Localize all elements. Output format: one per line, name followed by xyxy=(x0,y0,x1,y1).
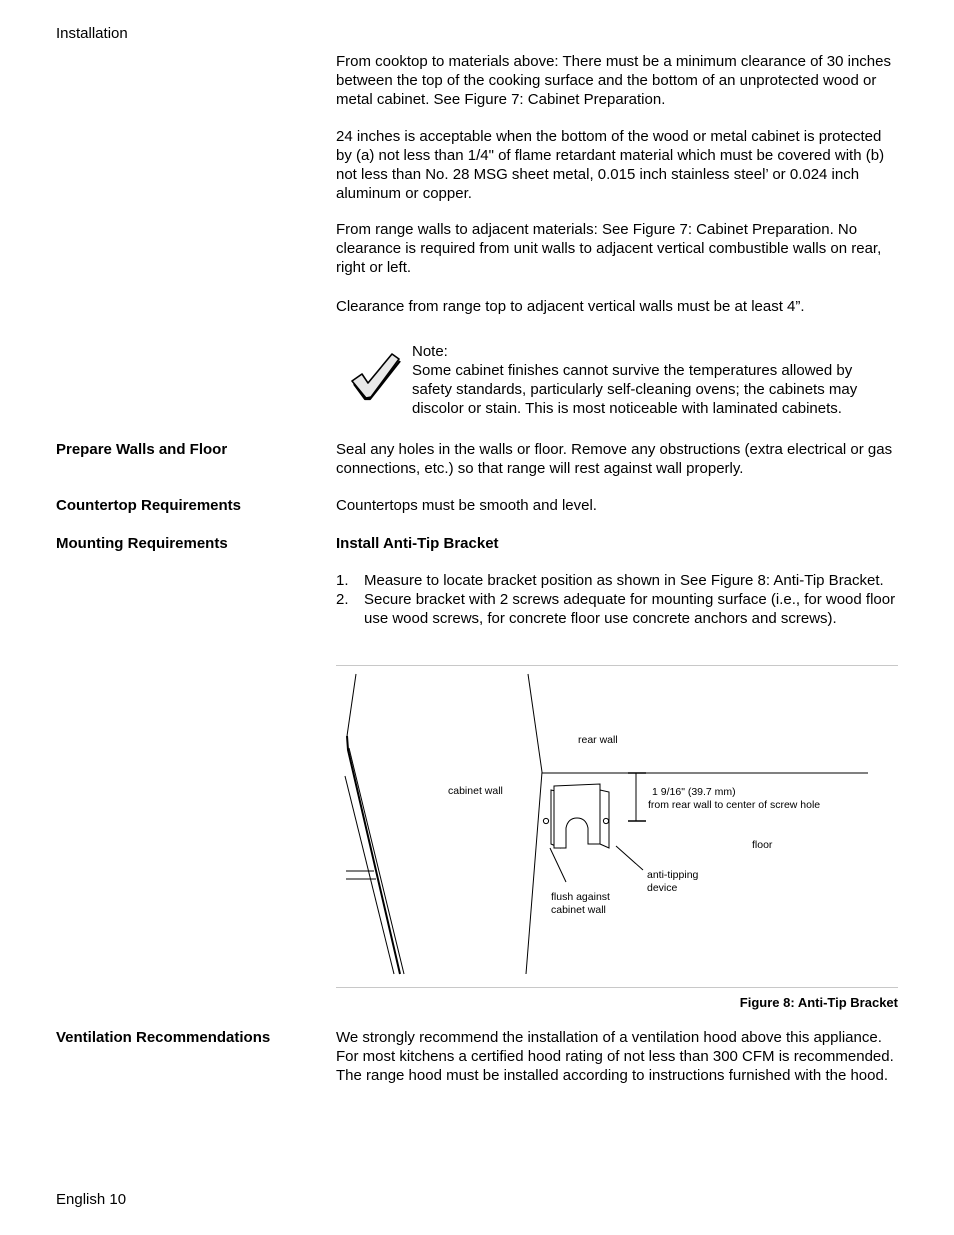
step-text: Secure bracket with 2 screws adequate for mounting surface (i.e., for wood floor use wood screws, for concrete floor use concrete anchors and screws). xyxy=(364,591,896,627)
anti-tip-bracket-diagram xyxy=(336,668,898,980)
intro-paragraph-4: Clearance from range top to adjacent vertical walls must be at least 4”. xyxy=(336,298,805,315)
label-rear-wall: rear wall xyxy=(578,734,618,746)
countertop-text: Countertops must be smooth and level. xyxy=(336,497,597,514)
label-measurement-value: 1 9/16" (39.7 mm) xyxy=(652,786,736,798)
label-flush-line2: cabinet wall xyxy=(551,904,606,916)
label-cabinet-wall: cabinet wall xyxy=(448,785,503,797)
heading-prepare-walls: Prepare Walls and Floor xyxy=(56,441,228,458)
step-item xyxy=(336,590,896,628)
step-number: 2. xyxy=(336,591,349,608)
checkmark-icon xyxy=(346,350,402,402)
intro-paragraph-1: From cooktop to materials above: There must be a minimum clearance of 30 inches between the top of the cooking surface and the bottom of an unprotected wood or metal cabinet. See Figure 7: Cabinet Preparation. xyxy=(336,53,891,108)
heading-ventilation: Ventilation Recommendations xyxy=(56,1029,271,1046)
label-measurement-desc: from rear wall to center of screw hole xyxy=(648,799,821,811)
step-number: 1. xyxy=(336,572,349,589)
intro-paragraph-3: From range walls to adjacent materials: See Figure 7: Cabinet Preparation. No clearance is required from unit walls to adjacent vertical combustible walls on rear, right or left. xyxy=(336,221,882,276)
prepare-walls-text: Seal any holes in the walls or floor. Remove any obstructions (extra electrical or gas connections, etc.) so that range will rest against wall properly. xyxy=(336,441,893,477)
page-footer: English 10 xyxy=(56,1191,127,1208)
figure-caption: Figure 8: Anti-Tip Bracket xyxy=(739,995,898,1010)
ventilation-text: We strongly recommend the installation of a ventilation hood above this appliance. For most kitchens a certified hood rating of not less than 300 CFM is recommended. The range hood must be installed according to instructions furnished with the hood. xyxy=(336,1029,894,1084)
label-device-line1: anti-tipping xyxy=(647,869,699,881)
note-block xyxy=(412,342,892,418)
running-header: Installation xyxy=(56,25,128,42)
note-title: Note: xyxy=(412,343,448,360)
step-item xyxy=(336,571,896,590)
intro-paragraph-2: 24 inches is acceptable when the bottom of the wood or metal cabinet is protected by (a) not less than 1/4" of flame retardant material which must be covered with (b) not less than No. 28 MSG sheet metal, 0.015 inch stainless steel’ or 0.024 inch aluminum or copper. xyxy=(336,128,885,202)
heading-countertop: Countertop Requirements xyxy=(56,497,242,514)
figure-bottom-rule xyxy=(336,987,898,988)
figure-top-rule xyxy=(336,665,898,666)
mounting-steps xyxy=(336,571,896,628)
label-device-line2: device xyxy=(647,882,678,894)
subheading-anti-tip: Install Anti-Tip Bracket xyxy=(336,535,499,552)
note-text: Some cabinet finishes cannot survive the temperatures allowed by safety standards, particularly self-cleaning ovens; the cabinets may discolor or stain. This is most noticeable with laminated cabinets. xyxy=(412,362,858,417)
label-flush-line1: flush against xyxy=(551,891,610,903)
heading-mounting: Mounting Requirements xyxy=(56,535,228,552)
step-text: Measure to locate bracket position as shown in See Figure 8: Anti-Tip Bracket. xyxy=(364,572,884,589)
label-floor: floor xyxy=(752,839,773,851)
